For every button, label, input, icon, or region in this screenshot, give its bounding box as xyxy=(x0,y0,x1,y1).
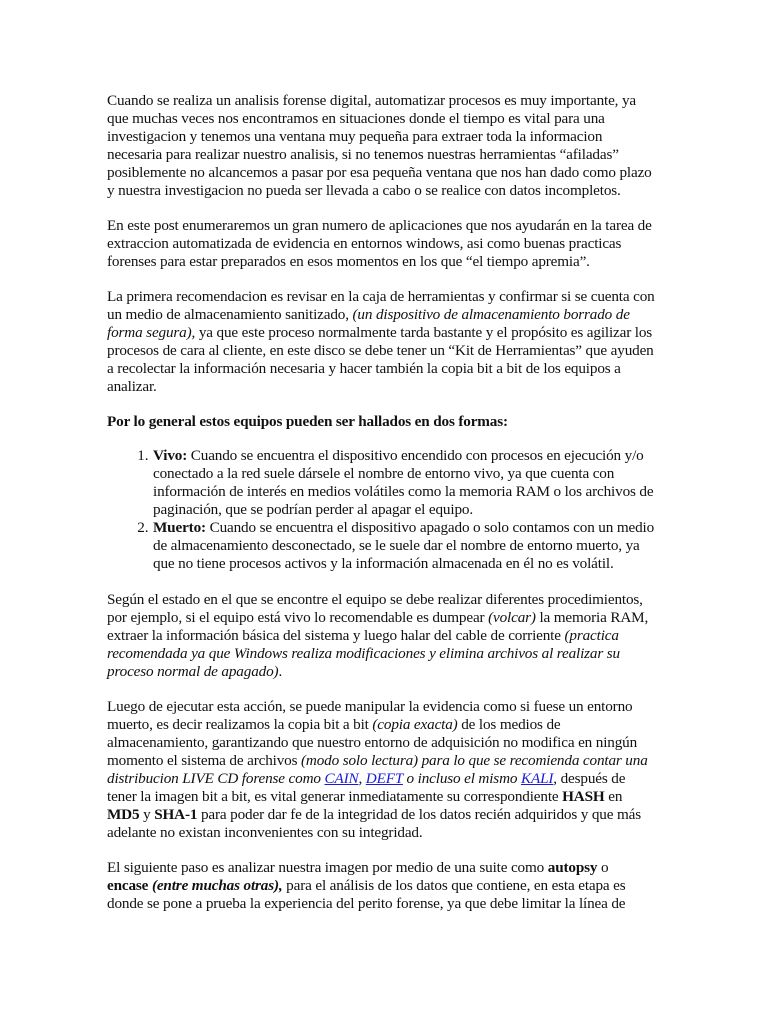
acquisition-text-2: de los medios de almacenamiento, garantizando que nuestro entorno de adquisición no modifica en ningún momento el sistema de archivos xyxy=(107,716,638,769)
acquisition-text-5: y xyxy=(139,806,155,823)
list-item-text: Cuando se encuentra el dispositivo apagado o solo contamos con un medio de almacenamiento desconectado, se le suele dar el nombre de entorno muerto, ya que no tiene procesos activos y la información almacenada en él no es volátil. xyxy=(153,519,655,572)
encase-term: encase xyxy=(107,877,149,894)
list-item-label: Vivo: xyxy=(153,447,188,464)
purpose-paragraph: En este post enumeraremos un gran numero de aplicaciones que nos ayudarán en la tarea de extraccion automatizada de evidencia en entornos windows, asi como buenas practicas forenses para estar preparados en esos momentos en los que “el tiempo apremia”. xyxy=(107,217,652,270)
acquisition-italic-2: (modo solo lectura) para lo que se recomienda contar una distribucion LIVE CD forense como xyxy=(107,752,648,787)
intro-paragraph: Cuando se realiza un analisis forense digital, automatizar procesos es muy importante, ya que muchas veces nos encontramos en situaciones donde el tiempo es vital para una investigacion y tenemos una ventana muy pequeña para extraer toda la informacion necesaria para realizar nuestro analisis, si no tenemos nuestras herramientas “afiladas” posiblemente no alcancemos a pasar por esa pequeña ventana que nos han dado como plazo y nuestra investigacion no pueda ser llevada a cabo o se realice con datos incompletos. xyxy=(107,92,652,199)
analysis-text-2: o xyxy=(597,859,609,876)
sha1-term: SHA-1 xyxy=(154,806,198,823)
list-item-label: Muerto: xyxy=(153,519,206,536)
acquisition-italic-4: o incluso el mismo xyxy=(402,770,521,787)
recommendation-italic: (un dispositivo de almacenamiento borrado de forma segura) xyxy=(107,306,630,341)
md5-term: MD5 xyxy=(107,806,140,823)
procedures-italic-1: (volcar) xyxy=(488,609,536,626)
analysis-bold-italic: (entre muchas otras), xyxy=(151,877,283,894)
analysis-text-1: El siguiente paso es analizar nuestra imagen por medio de una suite como xyxy=(107,859,548,876)
procedures-italic-2: (practica recomendada ya que Windows realiza modificaciones y elimina archivos al realizar su proceso normal de apagado) xyxy=(107,627,620,680)
hash-term: HASH xyxy=(562,788,605,805)
autopsy-term: autopsy xyxy=(547,859,598,876)
recommendation-text-2: , ya que este proceso normalmente tarda bastante y el propósito es agilizar los procesos de cara al cliente, en este disco se debe tener un “Kit de Herramientas” que ayuden a recolectar la información necesaria y hacer también la copia bit a bit de los equipos a analizar. xyxy=(107,324,654,395)
procedures-paragraph xyxy=(107,591,658,681)
states-list xyxy=(107,447,658,573)
list-item-muerto xyxy=(152,519,658,573)
acquisition-italic-1: (copia exacta) xyxy=(372,716,458,733)
kali-link[interactable]: KALI xyxy=(520,770,554,787)
acquisition-text-4: en xyxy=(604,788,623,805)
recommendation-text-1: La primera recomendacion es revisar en la caja de herramientas y confirmar si se cuenta con un medio de almacenamiento sanitizado, xyxy=(107,288,655,323)
acquisition-text-1: Luego de ejecutar esta acción, se puede manipular la evidencia como si fuese un entorno muerto, es decir realizamos la copia bit a bit xyxy=(107,698,633,733)
deft-link[interactable]: DEFT xyxy=(365,770,403,787)
procedures-text-3: . xyxy=(278,663,283,680)
cain-link[interactable]: CAIN xyxy=(324,770,359,787)
list-item-vivo xyxy=(152,447,658,519)
analysis-text-4: para el análisis de los datos que contiene, en esta etapa es donde se pone a prueba la experiencia del perito forense, ya que debe limitar la línea de xyxy=(107,877,626,912)
procedures-text-1: Según el estado en el que se encontre el equipo se debe realizar diferentes procedimientos, por ejemplo, si el equipo está vivo lo recomendable es dumpear xyxy=(107,591,643,626)
states-heading: Por lo general estos equipos pueden ser hallados en dos formas: xyxy=(107,413,508,430)
acquisition-italic-3: , xyxy=(358,770,366,787)
acquisition-text-6: para poder dar fe de la integridad de los datos recién adquiridos y que más adelante no existan inconvenientes con su integridad. xyxy=(107,806,641,841)
procedures-text-2: la memoria RAM, extraer la información básica del sistema y luego halar del cable de corriente xyxy=(107,609,649,644)
acquisition-text-3: , después de tener la imagen bit a bit, es vital generar inmediatamente su correspondiente xyxy=(107,770,626,805)
list-item-text: Cuando se encuentra el dispositivo encendido con procesos en ejecución y/o conectado a la red suele dársele el nombre de entorno vivo, ya que cuenta con información de interés en medios volátiles como la memoria RAM o los archivos de paginación, que se podrían perder al apagar el equipo. xyxy=(153,447,654,518)
recommendation-paragraph xyxy=(107,288,658,396)
acquisition-paragraph xyxy=(107,698,658,842)
analysis-paragraph xyxy=(107,859,658,913)
